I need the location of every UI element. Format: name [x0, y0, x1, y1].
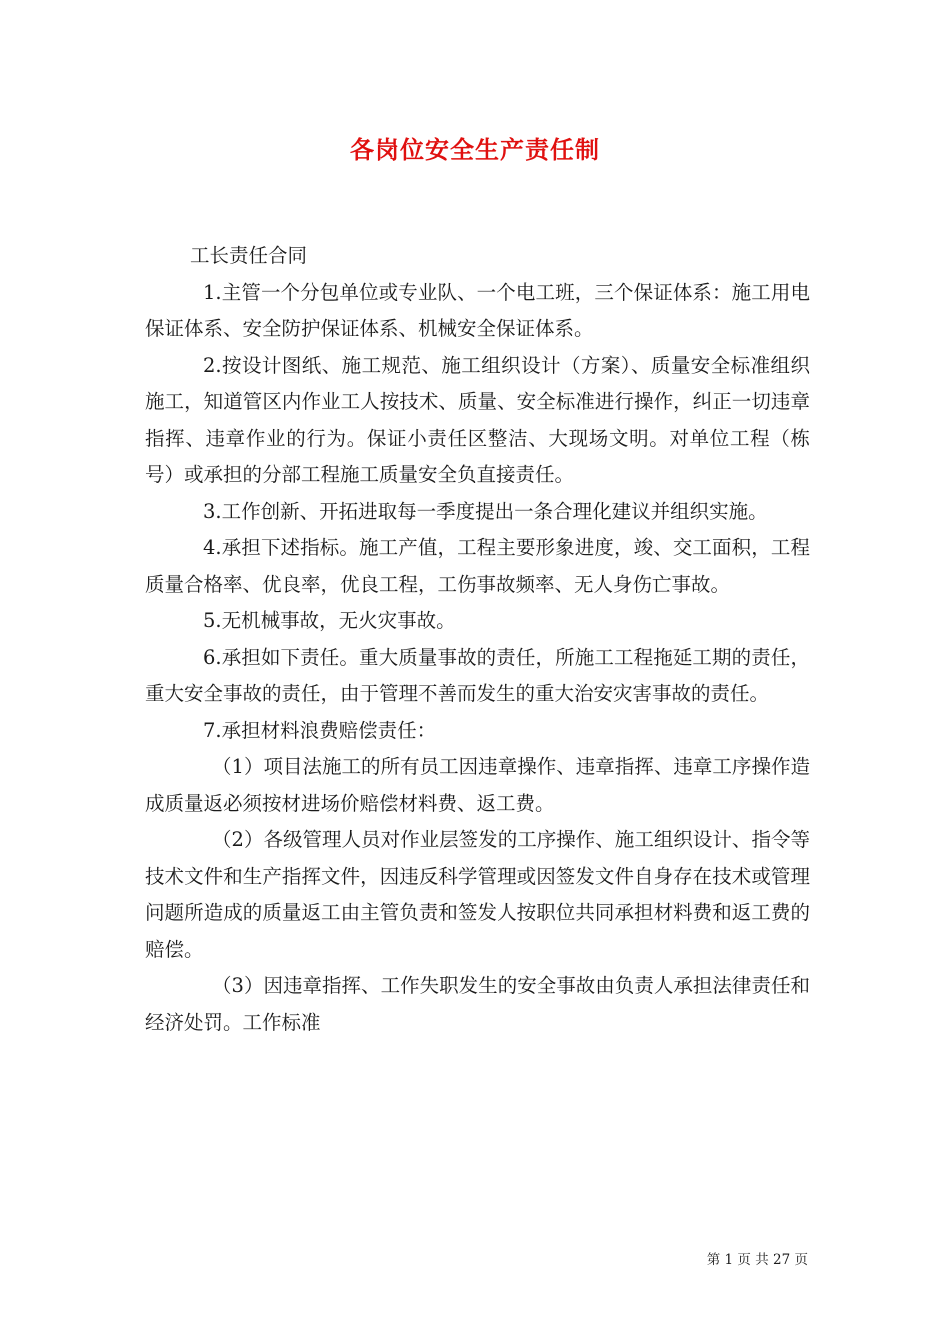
- paragraph-5: 5.无机械事故，无火灾事故。: [203, 609, 456, 632]
- document-body: [145, 238, 810, 1041]
- paragraph-3: 3.工作创新、开拓进取每一季度提出一条合理化建议并组织实施。: [203, 499, 768, 523]
- footer-total-pages: 27: [773, 1252, 791, 1268]
- paragraph-1: 1.主管一个分包单位或专业队、一个电工班，三个保证体系：施工用电保证体系、安全防护保证体系、机械安全保证体系。: [145, 280, 810, 340]
- page-footer: [0, 1248, 808, 1268]
- paragraph-7: 7.承担材料浪费赔偿责任：: [203, 718, 437, 742]
- footer-prefix: 第: [706, 1252, 721, 1268]
- paragraph-4: 4.承担下述指标。施工产值，工程主要形象进度，竣、交工面积，工程质量合格率、优良率，优良工程，工伤事故频率、无人身伤亡事故。: [145, 536, 810, 596]
- footer-page-number: 1: [724, 1252, 734, 1268]
- section-heading: 工长责任合同: [190, 244, 308, 267]
- document-title: 各岗位安全生产责任制: [350, 135, 600, 164]
- sub-item-3: （3）因违章指挥、工作失职发生的安全事故由负责人承担法律责任和经济处罚。工作标准: [145, 974, 810, 1034]
- footer-middle: 页 共: [737, 1252, 769, 1268]
- footer-suffix: 页: [794, 1252, 808, 1268]
- sub-item-1: （1）项目法施工的所有员工因违章操作、违章指挥、违章工序操作造成质量返必须按材进场价赔偿材料费、返工费。: [145, 755, 810, 815]
- paragraph-6: 6.承担如下责任。重大质量事故的责任，所施工工程拖延工期的责任，重大安全事故的责任，由于管理不善而发生的重大治安灾害事故的责任。: [145, 645, 810, 705]
- sub-item-2: （2）各级管理人员对作业层签发的工序操作、施工组织设计、指令等技术文件和生产指挥文件，因违反科学管理或因签发文件自身存在技术或管理问题所造成的质量返工由主管负责和签发人按职位共同承担材料费和返工费的赔偿。: [145, 828, 810, 961]
- paragraph-2: 2.按设计图纸、施工规范、施工组织设计（方案）、质量安全标准组织施工，知道管区内作业工人按技术、质量、安全标准进行操作，纠正一切违章指挥、违章作业的行为。保证小责任区整洁、大现场文明。对单位工程（栋号）或承担的分部工程施工质量安全负直接责任。: [145, 353, 810, 486]
